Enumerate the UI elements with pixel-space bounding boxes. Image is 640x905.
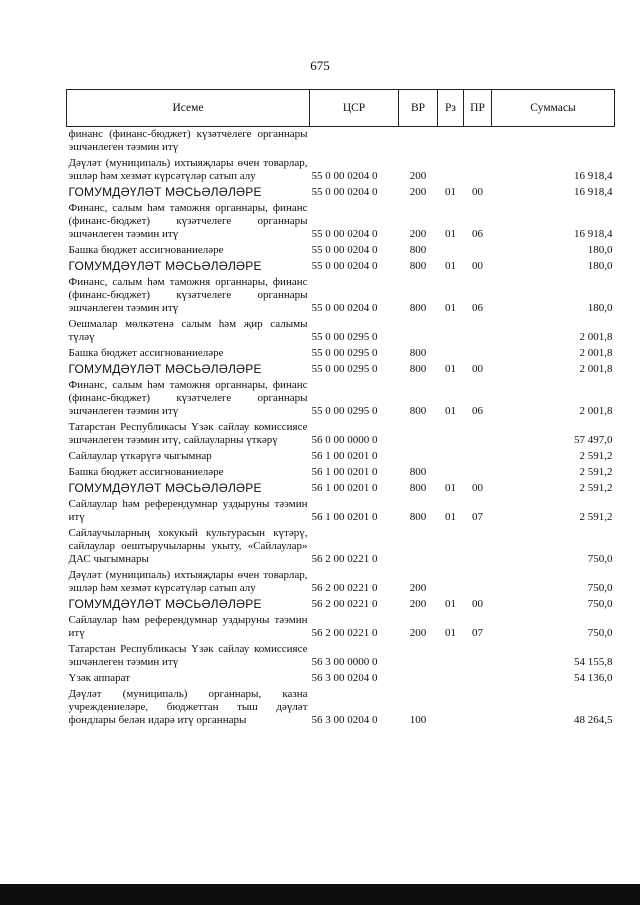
row-vr-code: 800 [409,244,427,256]
row-csr-code: 55 0 00 0295 0 [311,363,378,375]
row-name: Дәүләт (муниципаль) ихтыяҗлары өчен товарлар, эшләр һәм хезмәт күрсәтүләр сатып алу [68,569,308,594]
row-rz-code [438,642,464,671]
row-csr-code: 55 0 00 0295 0 [311,405,378,417]
row-sum: 2 001,8 [579,347,613,359]
row-rz-code: 01 [445,260,456,272]
row-vr-code: 800 [409,466,427,478]
row-rz-code [438,687,464,729]
table-row [67,378,615,420]
row-rz-code: 01 [445,511,456,523]
table-body [67,127,615,730]
row-vr-code: 800 [409,482,427,494]
row-vr-code: 200 [409,228,427,240]
row-sum: 2 591,2 [579,511,613,523]
header-pr: ПР [464,90,492,127]
row-pr-code: 06 [472,302,483,314]
row-sum: 180,0 [587,260,613,272]
row-sum: 2 001,8 [579,331,613,343]
row-pr-code [464,526,492,568]
row-vr-code: 200 [409,598,427,610]
row-csr-code: 56 3 00 0204 0 [311,714,378,726]
row-name: Сайлаулар һәм референдумнар уздыруны тәэмин итү [68,614,308,639]
row-vr-code [399,420,438,449]
table-row [67,671,615,687]
row-rz-code: 01 [445,302,456,314]
header-csr: ЦСР [310,90,399,127]
row-vr-code: 100 [409,714,427,726]
row-rz-code [438,127,464,157]
row-name: Сайлаучыларның хокукый культурасын күтәрү, сайлаулар оештыручыларны укыту, «Сайлаулар» ДАС чыгымнары [68,527,308,565]
row-pr-code [464,127,492,157]
row-csr-code: 56 3 00 0000 0 [311,656,378,668]
row-vr-code [399,642,438,671]
row-csr-code [310,127,399,157]
row-name: Дәүләт (муниципаль) ихтыяҗлары өчен товарлар, эшләр һәм хезмәт күрсәтүләр сатып алу [68,157,308,182]
row-csr-code: 56 2 00 0221 0 [311,627,378,639]
row-csr-code: 55 0 00 0204 0 [311,302,378,314]
row-name: Татарстан Республикасы Үзәк сайлау комиссиясе эшчәнлеген тәэмин итү [68,643,308,668]
header-vr: ВР [399,90,438,127]
table-row [67,185,615,201]
row-name: Оешмалар мөлкәтенә салым һәм җир салымы түләү [68,318,308,343]
row-vr-code: 200 [409,170,427,182]
row-sum: 2 591,2 [579,450,613,462]
row-rz-code [438,568,464,597]
row-sum: 750,0 [587,582,613,594]
row-pr-code [464,568,492,597]
row-rz-code: 01 [445,482,456,494]
row-rz-code: 01 [445,627,456,639]
row-sum: 2 001,8 [579,405,613,417]
row-pr-code [464,346,492,362]
row-rz-code [438,671,464,687]
table-row [67,497,615,526]
row-vr-code: 800 [409,260,427,272]
row-rz-code [438,526,464,568]
row-rz-code [438,449,464,465]
row-csr-code: 56 1 00 0201 0 [311,511,378,523]
row-rz-code: 01 [445,186,456,198]
row-pr-code: 00 [472,598,483,610]
table-row [67,687,615,729]
row-csr-code: 56 2 00 0221 0 [311,553,378,565]
row-name: финанс (финанс-бюджет) күзәтчелеге органнары эшчәнлеген тәэмин итү [68,128,308,153]
row-sum: 750,0 [587,553,613,565]
row-sum: 54 136,0 [574,672,613,684]
row-csr-code: 56 3 00 0204 0 [311,672,378,684]
table-row [67,259,615,275]
row-pr-code [464,156,492,185]
table-header-row [67,90,615,127]
row-csr-code: 56 1 00 0201 0 [311,450,378,462]
table-row [67,642,615,671]
row-csr-code: 56 2 00 0221 0 [311,582,378,594]
budget-table [66,89,615,729]
row-sum: 57 497,0 [574,434,613,446]
row-pr-code: 06 [472,228,483,240]
row-name: Башка бюджет ассигнованиеләре [68,244,224,256]
row-sum: 2 001,8 [579,363,613,375]
page-number: 675 [310,58,330,73]
row-rz-code [438,465,464,481]
table-row [67,481,615,497]
row-sum [492,127,615,157]
row-rz-code [438,346,464,362]
row-csr-code: 55 0 00 0295 0 [311,331,378,343]
row-name: Финанс, салым һәм таможня органнары, финанс (финанс-бюджет) күзәтчелеге органнары эшчәнлеген тәэмин итү [68,276,308,314]
row-rz-code [438,317,464,346]
header-sum: Суммасы [492,90,615,127]
row-csr-code: 55 0 00 0295 0 [311,347,378,359]
row-pr-code [464,317,492,346]
row-csr-code: 56 0 00 0000 0 [311,434,378,446]
row-name: ГОМУМДӘҮЛӘТ МӘСЬӘЛӘЛӘРЕ [68,481,262,495]
table-row [67,201,615,243]
scan-bottom-edge [0,884,640,905]
row-name: Дәүләт (муниципаль) органнары, казна учреждениеләре, бюджеттан тыш дәүләт фондлары белән идарә итү органнары [68,688,308,726]
table-row [67,275,615,317]
row-sum: 750,0 [587,627,613,639]
row-name: ГОМУМДӘҮЛӘТ МӘСЬӘЛӘЛӘРЕ [68,597,262,611]
row-vr-code [399,127,438,157]
row-pr-code [464,671,492,687]
row-name: Финанс, салым һәм таможня органнары, финанс (финанс-бюджет) күзәтчелеге органнары эшчәнлеген тәэмин итү [68,379,308,417]
row-pr-code: 06 [472,405,483,417]
row-vr-code [399,317,438,346]
row-csr-code: 55 0 00 0204 0 [311,186,378,198]
row-rz-code: 01 [445,598,456,610]
table-row [67,449,615,465]
row-pr-code: 07 [472,511,483,523]
row-csr-code: 56 2 00 0221 0 [311,598,378,610]
row-vr-code: 800 [409,363,427,375]
row-rz-code [438,420,464,449]
table-row [67,346,615,362]
row-sum: 16 918,4 [574,186,613,198]
row-vr-code [399,526,438,568]
row-csr-code: 55 0 00 0204 0 [311,170,378,182]
row-vr-code: 200 [409,627,427,639]
row-name: ГОМУМДӘҮЛӘТ МӘСЬӘЛӘЛӘРЕ [68,185,262,199]
table-row [67,526,615,568]
table-row [67,613,615,642]
table-row [67,362,615,378]
table-row [67,127,615,157]
row-rz-code: 01 [445,363,456,375]
header-name: Исеме [67,90,310,127]
row-sum: 2 591,2 [579,466,613,478]
row-pr-code [464,243,492,259]
row-rz-code [438,156,464,185]
row-pr-code: 07 [472,627,483,639]
row-pr-code [464,687,492,729]
row-sum: 2 591,2 [579,482,613,494]
row-sum: 16 918,4 [574,228,613,240]
row-pr-code: 00 [472,186,483,198]
row-name: Башка бюджет ассигнованиеләре [68,347,224,359]
row-csr-code: 56 1 00 0201 0 [311,466,378,478]
row-csr-code: 55 0 00 0204 0 [311,228,378,240]
row-vr-code: 200 [409,582,427,594]
row-name: ГОМУМДӘҮЛӘТ МӘСЬӘЛӘЛӘРЕ [68,259,262,273]
row-vr-code: 800 [409,302,427,314]
row-pr-code [464,642,492,671]
table-row [67,156,615,185]
row-name: Үзәк аппарат [68,672,131,684]
row-sum: 16 918,4 [574,170,613,182]
row-name: ГОМУМДӘҮЛӘТ МӘСЬӘЛӘЛӘРЕ [68,362,262,376]
row-vr-code: 800 [409,347,427,359]
row-csr-code: 56 1 00 0201 0 [311,482,378,494]
table-row [67,317,615,346]
row-pr-code: 00 [472,482,483,494]
row-pr-code [464,449,492,465]
row-pr-code [464,465,492,481]
row-pr-code: 00 [472,260,483,272]
row-vr-code: 800 [409,511,427,523]
row-name: Башка бюджет ассигнованиеләре [68,466,224,478]
row-sum: 180,0 [587,244,613,256]
row-vr-code: 800 [409,405,427,417]
row-csr-code: 55 0 00 0204 0 [311,244,378,256]
row-sum: 48 264,5 [574,714,613,726]
row-name: Сайлаулар үткәрүгә чыгымнар [68,450,212,462]
table-row [67,597,615,613]
row-sum: 54 155,8 [574,656,613,668]
row-vr-code: 200 [409,186,427,198]
row-rz-code [438,243,464,259]
row-vr-code [399,449,438,465]
table-row [67,420,615,449]
row-name: Финанс, салым һәм таможня органнары, финанс (финанс-бюджет) күзәтчелеге органнары эшчәнлеген тәэмин итү [68,202,308,240]
row-name: Сайлаулар һәм референдумнар уздыруны тәэмин итү [68,498,308,523]
row-rz-code: 01 [445,228,456,240]
row-sum: 180,0 [587,302,613,314]
row-sum: 750,0 [587,598,613,610]
row-vr-code [399,671,438,687]
table-row [67,465,615,481]
row-name: Татарстан Республикасы Үзәк сайлау комиссиясе эшчәнлеген тәэмин итү, сайлауларны үткәрү [68,421,308,446]
table-row [67,243,615,259]
row-rz-code: 01 [445,405,456,417]
row-pr-code: 00 [472,363,483,375]
table-row [67,568,615,597]
header-rz: Рз [438,90,464,127]
row-csr-code: 55 0 00 0204 0 [311,260,378,272]
row-pr-code [464,420,492,449]
